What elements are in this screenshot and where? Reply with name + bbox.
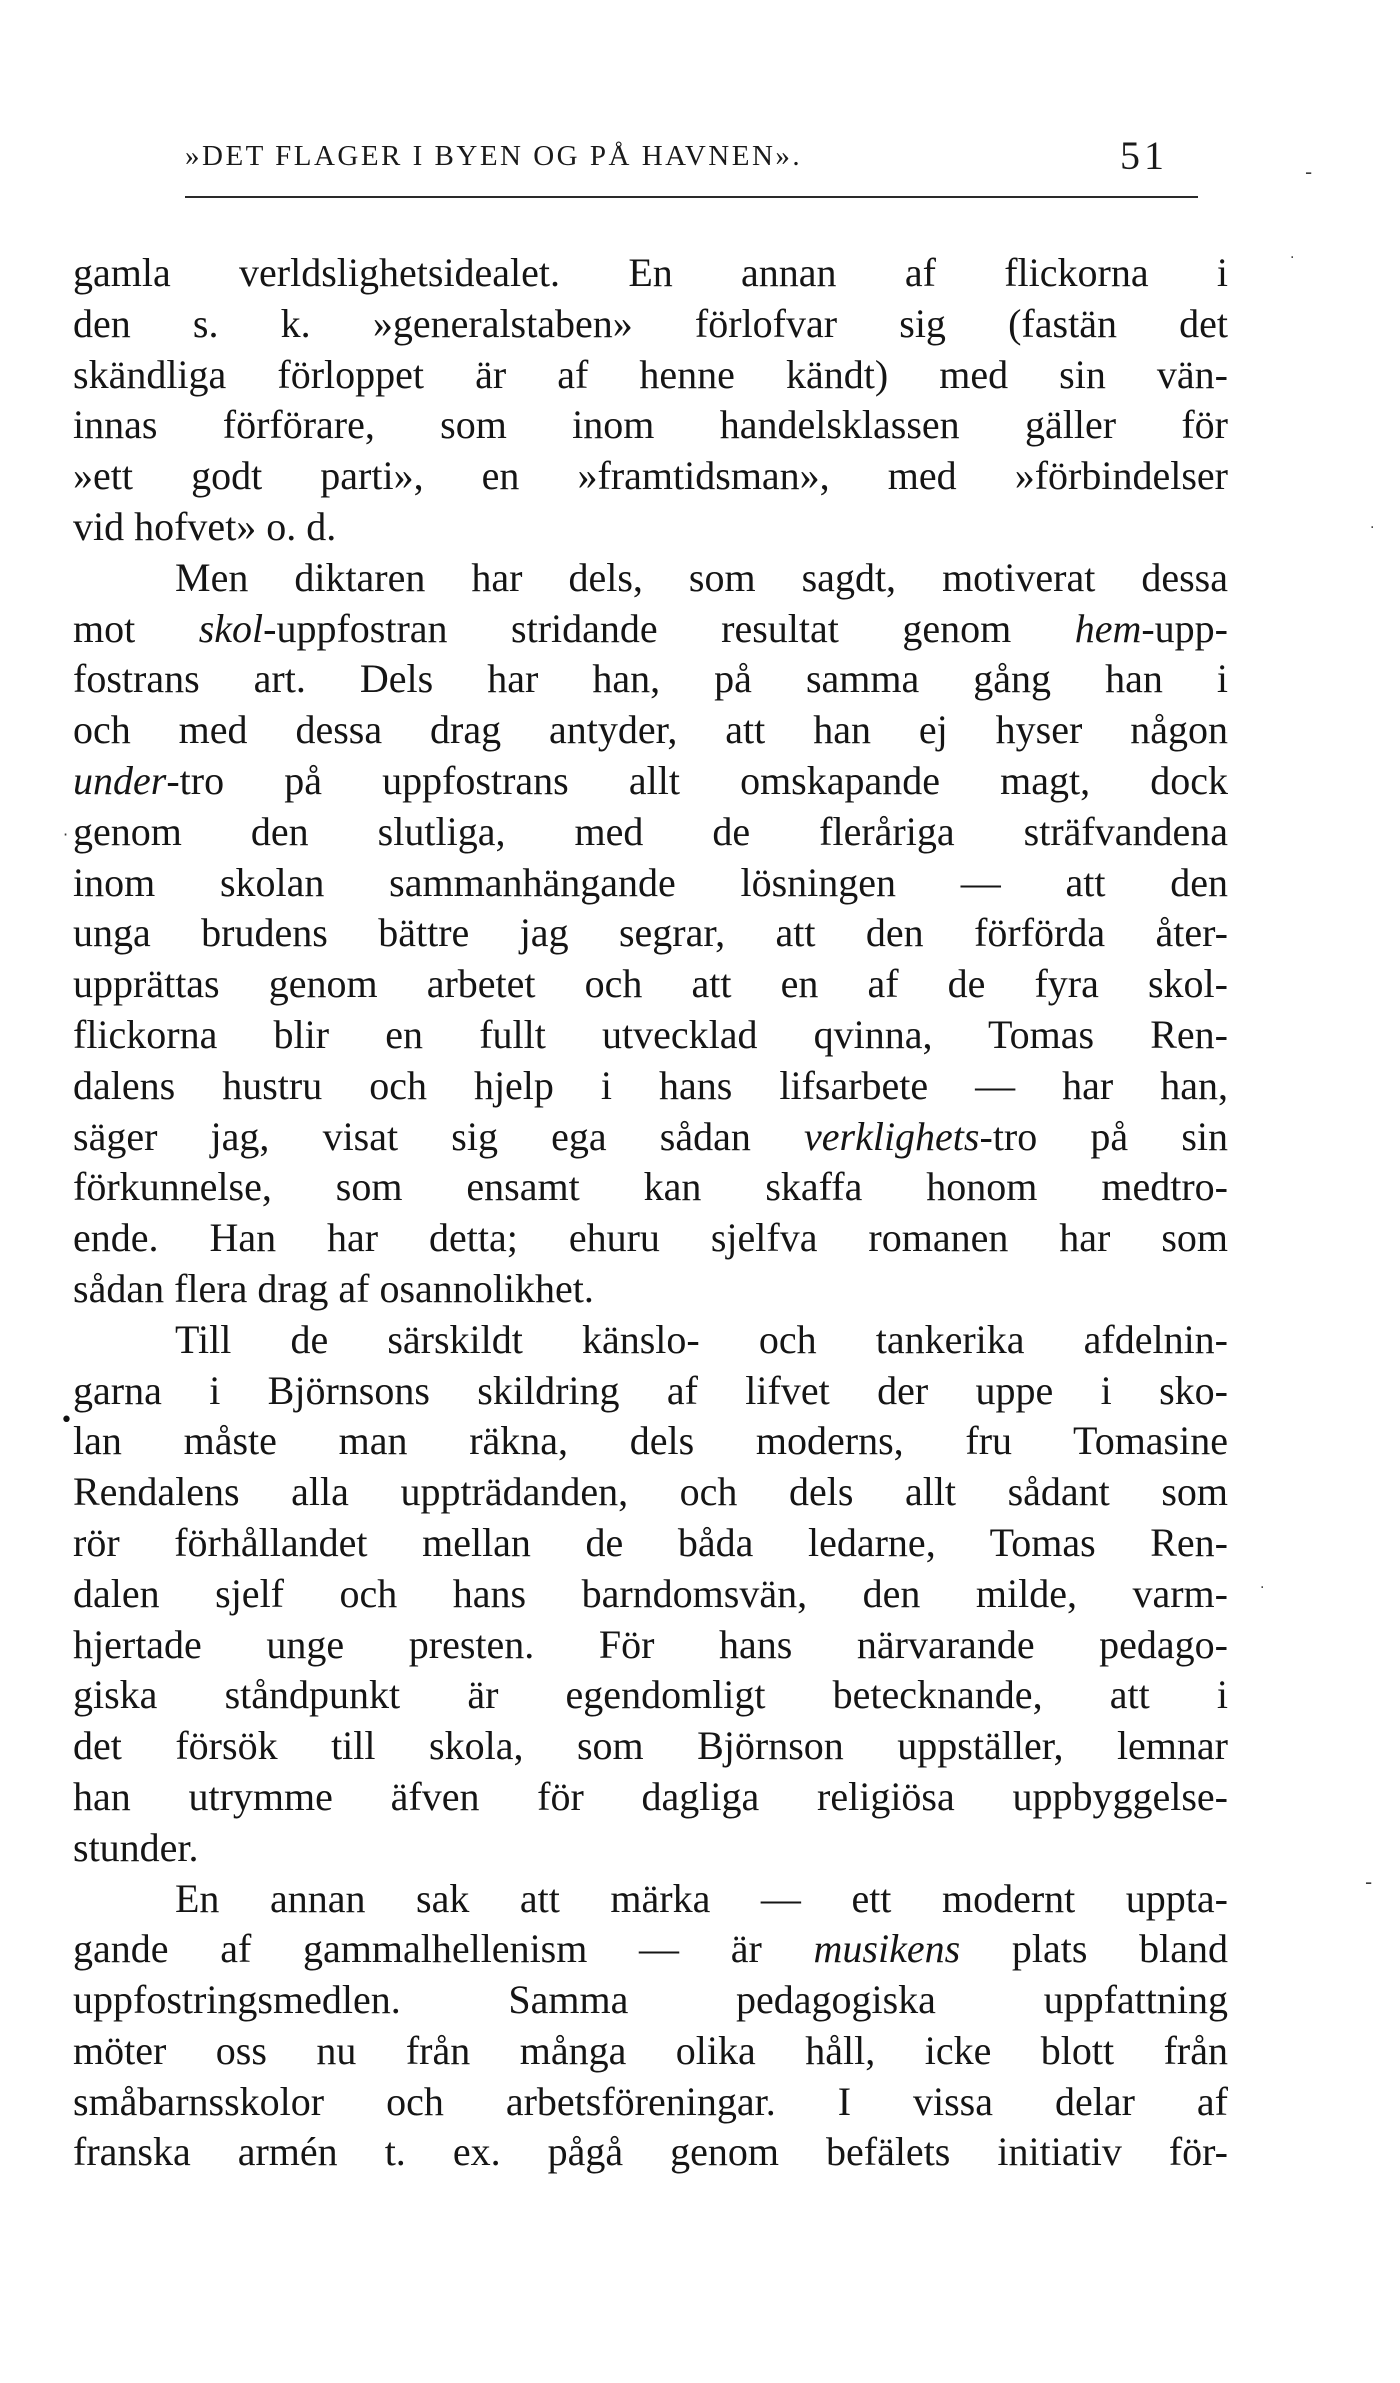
text-line: gande af gammalhellenism — är musikens plats bland — [73, 1926, 1229, 1972]
text-line: vid hofvet» o. d. — [73, 503, 337, 549]
print-speck: · — [1260, 1580, 1265, 1596]
text-line: rör förhållandet mellan de båda ledarne, Tomas Ren- — [73, 1519, 1228, 1565]
text-line: dalen sjelf och hans barndomsvän, den milde, varm- — [73, 1570, 1228, 1616]
body-text — [73, 248, 1228, 2178]
text-line: gamla verldslighetsidealet. En annan af flickorna i — [73, 250, 1228, 295]
text-line: förkunnelse, som ensamt kan skaffa honom medtro- — [73, 1164, 1228, 1210]
print-speck: · — [63, 825, 69, 844]
text-line: den s. k. »generalstaben» förlofvar sig (fastän det — [73, 300, 1228, 346]
paragraph-start-line: En annan sak att märka — ett modernt uppta- — [175, 1875, 1228, 1921]
text-line: säger jag, visat sig ega sådan verklighets-tro på sin — [73, 1113, 1228, 1159]
text-line: garna i Björnsons skildring af lifvet der uppe i sko- — [73, 1367, 1228, 1413]
text-line: stunder. — [73, 1824, 199, 1870]
text-line: flickorna blir en fullt utvecklad qvinna, Tomas Ren- — [73, 1011, 1228, 1057]
text-line: det försök till skola, som Björnson uppställer, lemnar — [73, 1723, 1228, 1769]
page-number: 51 — [1120, 133, 1168, 178]
text-line: innas förförare, som inom handelsklassen gäller för — [73, 402, 1228, 448]
print-speck: · — [1290, 250, 1295, 266]
running-title: »DET FLAGER I BYEN OG PÅ HAVNEN». — [185, 140, 803, 172]
italic-term: skol — [198, 605, 264, 651]
text-line: franska armén t. ex. pågå genom befälets initiativ för- — [73, 2129, 1228, 2175]
text-line: ende. Han har detta; ehuru sjelfva romanen har som — [73, 1215, 1228, 1261]
text-line: hjertade unge presten. För hans närvarande pedago- — [73, 1621, 1228, 1667]
italic-term: under — [73, 757, 167, 803]
italic-term: musikens — [813, 1926, 961, 1972]
print-speck: - — [1305, 160, 1313, 184]
text-line: Rendalens alla uppträdanden, och dels allt sådant som — [73, 1469, 1228, 1515]
print-speck: - — [1365, 1870, 1373, 1894]
header-rule — [185, 196, 1198, 198]
text-line: möter oss nu från många olika håll, icke blott från — [73, 2027, 1228, 2073]
text-line: skändliga förloppet är af henne kändt) med sin vän- — [73, 351, 1228, 397]
paragraph-start-line: Men diktaren har dels, som sagdt, motiverat dessa — [175, 554, 1228, 600]
text-line: »ett godt parti», en »framtidsman», med »förbindelser — [73, 453, 1228, 499]
text-line: fostrans art. Dels har han, på samma gång han i — [73, 656, 1228, 702]
text-line: upprättas genom arbetet och att en af de fyra skol- — [73, 961, 1228, 1007]
text-line: sådan flera drag af osannolikhet. — [73, 1265, 594, 1311]
text-line: giska ståndpunkt är egendomligt betecknande, att i — [73, 1672, 1228, 1718]
text-line: han utrymme äfven för dagliga religiösa uppbyggelse- — [73, 1773, 1228, 1819]
text-line: inom skolan sammanhängande lösningen — att den — [73, 859, 1228, 905]
text-line: mot skol-uppfostran stridande resultat genom hem-upp- — [73, 605, 1228, 651]
text-line: småbarnsskolor och arbetsföreningar. I vissa delar af — [73, 2078, 1228, 2124]
text-line: lan måste man räkna, dels moderns, fru Tomasine — [73, 1418, 1228, 1464]
print-speck: · — [1370, 520, 1375, 536]
italic-term: verklighets — [804, 1113, 980, 1159]
text-line: unga brudens bättre jag segrar, att den förförda åter- — [73, 910, 1228, 956]
text-line: och med dessa drag antyder, att han ej hyser någon — [73, 707, 1228, 753]
print-speck: • — [60, 1408, 73, 1433]
text-line: dalens hustru och hjelp i hans lifsarbete — har han, — [73, 1062, 1228, 1108]
italic-term: hem — [1074, 605, 1142, 651]
text-line: uppfostringsmedlen. Samma pedagogiska uppfattning — [73, 1977, 1228, 2023]
text-line: under-tro på uppfostrans allt omskapande magt, dock — [73, 757, 1228, 803]
paragraph-start-line: Till de särskildt känslo- och tankerika afdelnin- — [175, 1316, 1228, 1362]
text-line: genom den slutliga, med de fleråriga sträfvandena — [73, 808, 1228, 854]
